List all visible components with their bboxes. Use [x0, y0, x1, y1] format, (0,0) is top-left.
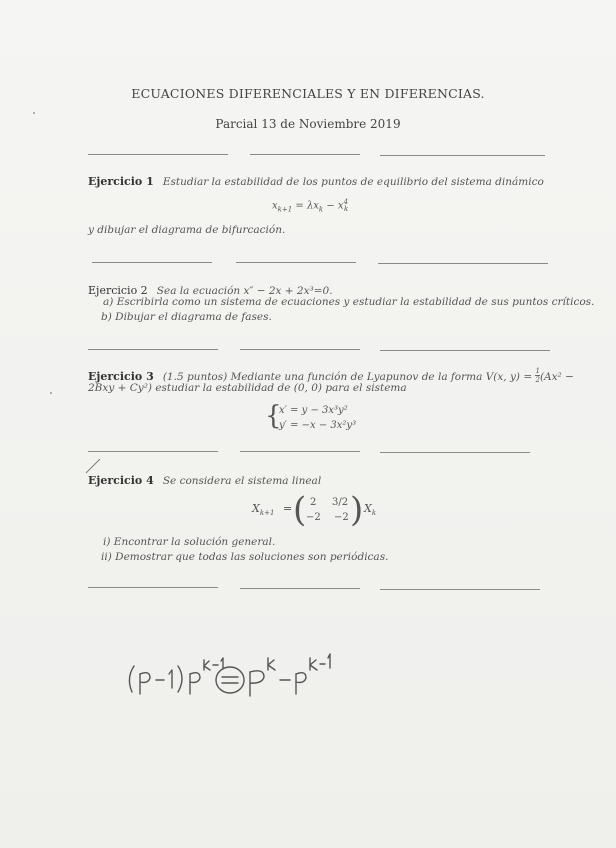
fraction-half-den: 2: [535, 376, 540, 384]
divider-1c: [380, 155, 545, 156]
paper-speck: [33, 112, 35, 114]
handwritten-note-text: [120, 716, 137, 717]
matrix-cell-12: 3/2: [332, 497, 349, 508]
exercise-3-text-line2: 2Bxy + Cy²) estudiar la estabilidad de (0, 0) para el sistema: [88, 382, 407, 394]
rhs-sub: k: [371, 509, 377, 518]
system-eq-1: x′ = y − 3x³y²: [279, 405, 348, 416]
divider-4b: [240, 451, 360, 452]
exercise-1-label: Ejercicio 1: [88, 175, 154, 188]
exercise-4-statement: [88, 469, 321, 488]
divider-4a: [88, 451, 218, 452]
divider-2b: [236, 262, 356, 263]
eq-x: x: [272, 200, 278, 212]
exam-title: ECUACIONES DIFERENCIALES Y EN DIFERENCIAS.: [131, 86, 485, 101]
divider-5a: [88, 587, 218, 588]
eq-sup-4: 4: [343, 198, 349, 206]
divider-3a: [88, 349, 218, 350]
exercise-1-equation: [272, 198, 348, 213]
divider-3c: [380, 350, 550, 351]
lhs-sub: k+1: [259, 509, 275, 518]
lhs-x: X: [252, 502, 260, 515]
matrix-right-paren: ): [350, 490, 364, 530]
exercise-4-part-i: i) Encontrar la solución general.: [103, 536, 276, 548]
exercise-2-text: Sea la ecuación x″ − 2x + 2x³=0.: [156, 285, 333, 297]
divider-5c: [380, 589, 540, 590]
exercise-2-label: Ejercicio 2: [88, 284, 148, 297]
divider-4c: [380, 452, 530, 453]
exercise-1-text: Estudiar la estabilidad de los puntos de equilibrio del sistema dinámico: [162, 176, 544, 188]
divider-2a: [92, 262, 212, 263]
matrix-left-paren: (: [293, 490, 307, 530]
eq-sub-k: k: [318, 205, 324, 214]
exercise-4-part-ii: ii) Demostrar que todas las soluciones son periódicas.: [101, 551, 389, 563]
exercise-3-text-line1: (1.5 puntos) Mediante una función de Lyapunov de la forma V(x, y) =: [162, 371, 536, 383]
matrix-cell-22: −2: [334, 512, 349, 523]
handwritten-note: [120, 640, 360, 712]
divider-2c: [378, 263, 548, 264]
rhs-x: X: [364, 502, 372, 515]
divider-1b: [250, 154, 360, 155]
matrix-lhs: [252, 502, 274, 517]
exercise-2-part-b: b) Dibujar el diagrama de fases.: [101, 311, 272, 323]
eq-sub-lhs: k+1: [277, 205, 293, 214]
matrix-cell-21: −2: [306, 512, 321, 523]
paper-speck: [50, 392, 52, 394]
exercise-3-text-line1-end: (Ax² −: [539, 371, 574, 383]
exercise-1-statement: [88, 170, 544, 189]
exercise-1-trailing: y dibujar el diagrama de bifurcación.: [88, 224, 286, 236]
exercise-2-part-a: a) Escribirla como un sistema de ecuaciones y estudiar la estabilidad de sus puntos críticos.: [103, 296, 595, 308]
eq-minus: − x: [323, 200, 344, 212]
exercise-4-text: Se considera el sistema lineal: [162, 475, 322, 487]
system-eq-2: y′ = −x − 3x²y³: [279, 420, 357, 431]
fraction-half-num: 1: [535, 367, 540, 375]
eq-sub-k2: k: [344, 205, 349, 214]
eq-rhs: = λx: [292, 200, 319, 212]
exam-subtitle: Parcial 13 de Noviembre 2019: [215, 117, 401, 131]
matrix-rhs: [364, 502, 376, 517]
matrix-cell-11: 2: [310, 497, 317, 508]
matrix-equals: =: [283, 502, 293, 515]
divider-1a: [88, 154, 228, 155]
exercise-3-label: Ejercicio 3: [88, 370, 154, 383]
exercise-4-label: Ejercicio 4: [88, 474, 154, 487]
system-brace: {: [265, 401, 282, 431]
divider-3b: [240, 349, 360, 350]
divider-5b: [240, 588, 360, 589]
